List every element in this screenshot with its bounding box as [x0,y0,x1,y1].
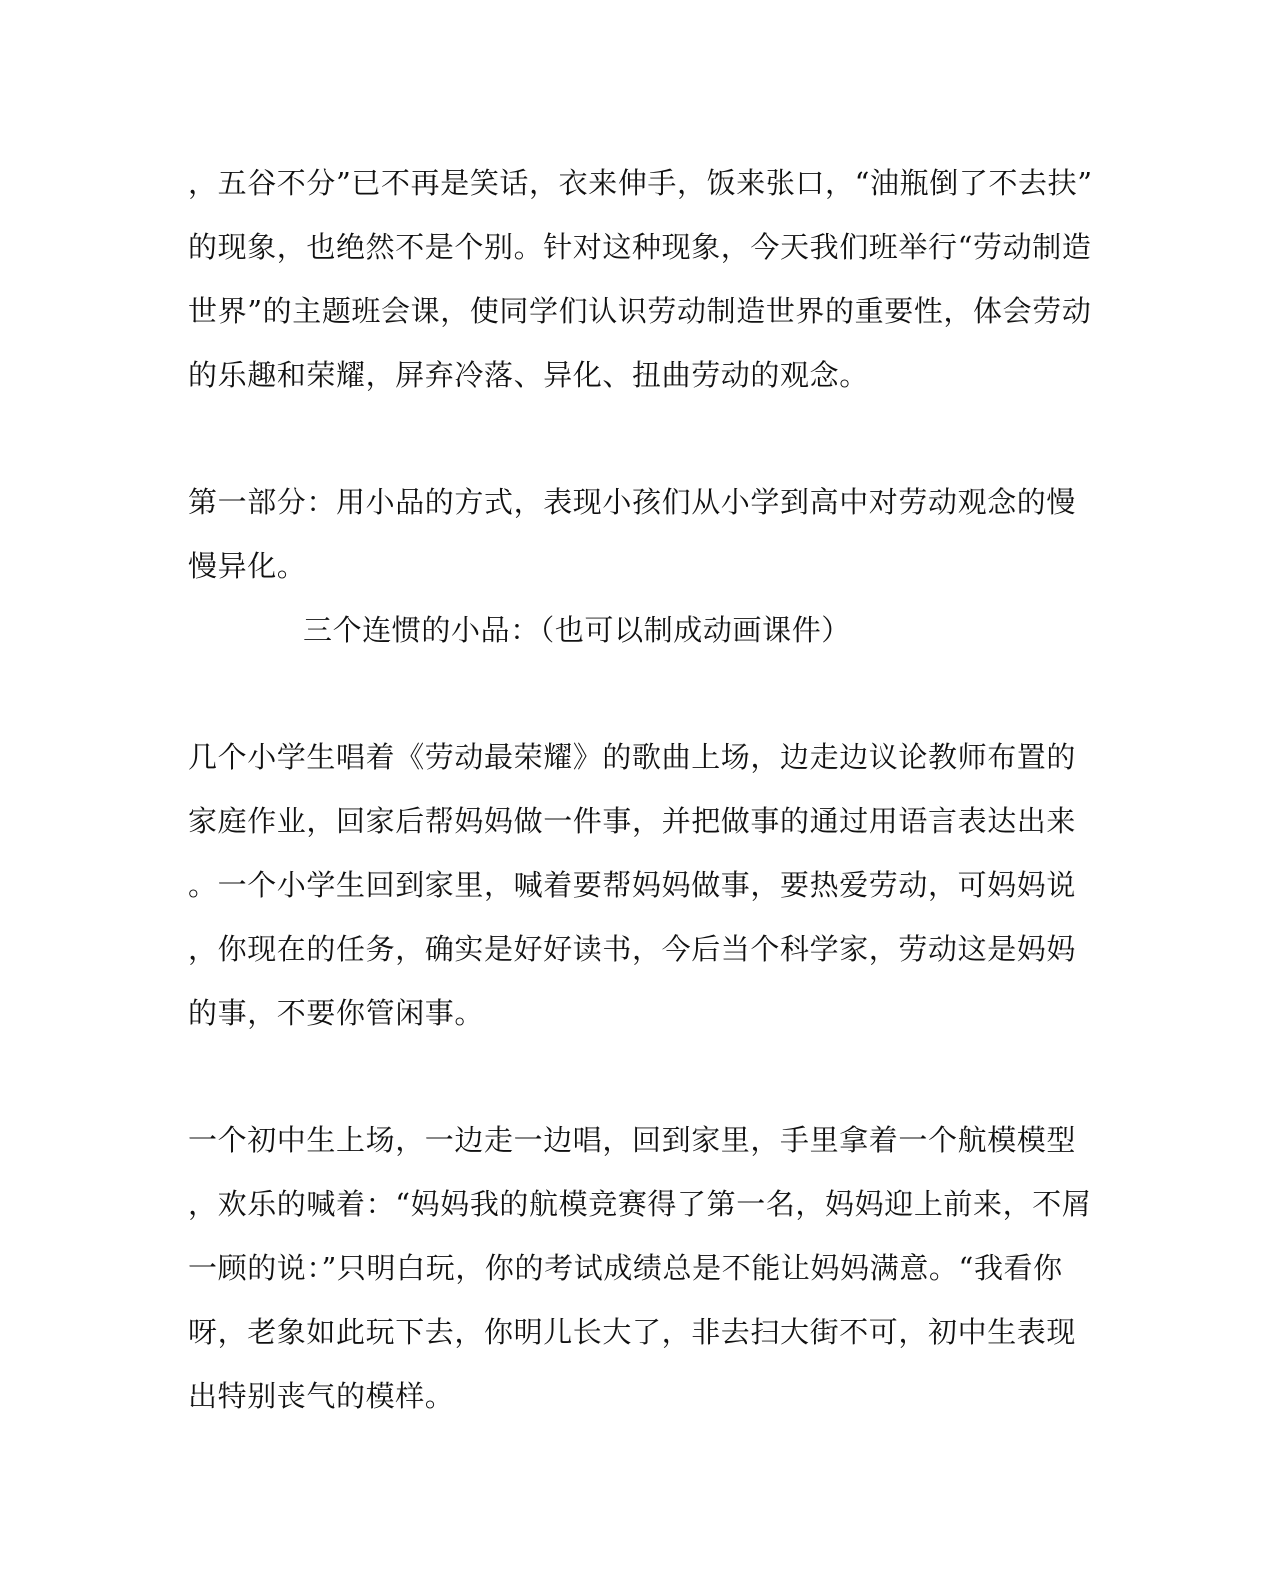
text-line: 家庭作业，回家后帮妈妈做一件事，并把做事的通过用语言表达出来 [188,804,1077,838]
text-line: 。一个小学生回到家里，喊着要帮妈妈做事，要热爱劳动，可妈妈说 [188,868,1077,902]
text-line: 几个小学生唱着《劳动最荣耀》的歌曲上场，边走边议论教师布置的 [188,740,1077,774]
text-line: 三个连惯的小品：（也可以制成动画课件） [303,613,851,647]
text-line: 的现象，也绝然不是个别。针对这种现象，今天我们班举行“劳动制造 [188,230,1092,264]
text-line: 世界”的主题班会课，使同学们认识劳动制造世界的重要性，体会劳动 [188,294,1092,328]
text-line: 第一部分：用小品的方式，表现小孩们从小学到高中对劳动观念的慢 [188,485,1077,519]
text-line: ，五谷不分”已不再是笑话，衣来伸手，饭来张口，“油瓶倒了不去扶” [188,166,1093,200]
text-line: 一个初中生上场，一边走一边唱，回到家里，手里拿着一个航模模型 [188,1123,1077,1157]
text-line: 一顾的说：”只明白玩，你的考试成绩总是不能让妈妈满意。“我看你 [188,1251,1063,1285]
text-line: 出特别丧气的模样。 [188,1379,455,1413]
text-line: ，你现在的任务，确实是好好读书，今后当个科学家，劳动这是妈妈 [188,932,1077,966]
text-line: 呀，老象如此玩下去，你明儿长大了，非去扫大街不可，初中生表现 [188,1315,1077,1349]
text-line: ，欢乐的喊着：“妈妈我的航模竞赛得了第一名，妈妈迎上前来，不屑 [188,1187,1092,1221]
text-line: 慢异化。 [188,549,307,583]
text-line: 的事，不要你管闲事。 [188,996,485,1030]
text-line: 的乐趣和荣耀，屏弃冷落、异化、扭曲劳动的观念。 [188,358,869,392]
